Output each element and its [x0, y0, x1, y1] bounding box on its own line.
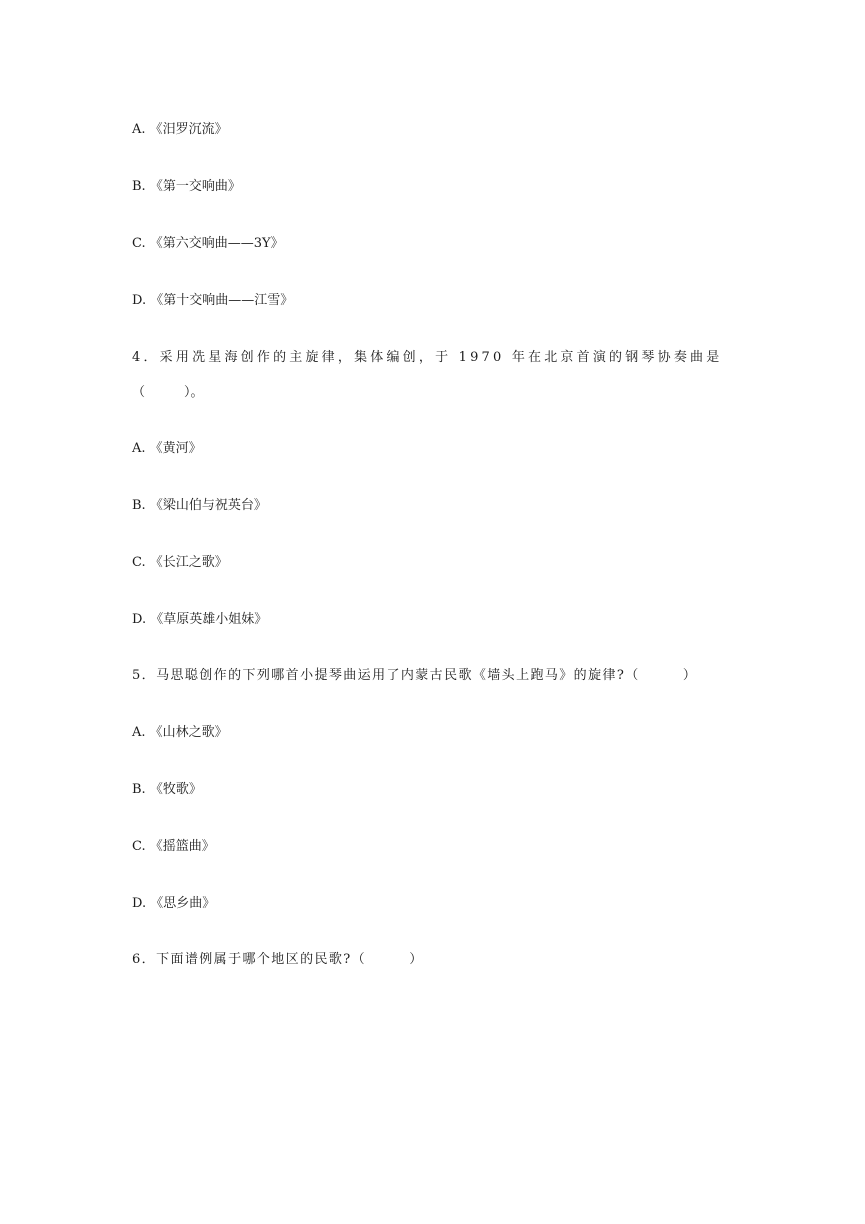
q6-stem: 6．下面谱例属于哪个地区的民歌?（ ）: [132, 952, 424, 967]
q4-option-a: A. 《黄河》: [132, 441, 202, 456]
q4-option-d: D. 《草原英雄小姐妹》: [132, 612, 268, 627]
q4-stem-line2: （ ）。: [132, 385, 204, 400]
q4-option-c: C. 《长江之歌》: [132, 555, 228, 570]
q4-stem-line1: 4．采用冼星海创作的主旋律，集体编创，于 1970 年在北京首演的钢琴协奏曲是: [132, 350, 723, 365]
q5-option-c: C. 《摇篮曲》: [132, 839, 215, 854]
q5-option-d: D. 《思乡曲》: [132, 896, 216, 911]
q5-option-b: B. 《牧歌》: [132, 782, 202, 797]
q5-stem: 5．马思聪创作的下列哪首小提琴曲运用了内蒙古民歌《墙头上跑马》的旋律?（ ）: [132, 668, 698, 683]
q3-option-c: C. 《第六交响曲——3Y》: [132, 236, 284, 251]
q3-option-d: D. 《第十交响曲——江雪》: [132, 293, 294, 308]
q4-option-b: B. 《梁山伯与祝英台》: [132, 498, 267, 513]
q5-option-a: A. 《山林之歌》: [132, 725, 228, 740]
q3-option-a: A. 《汨罗沉流》: [132, 122, 228, 137]
q3-option-b: B. 《第一交响曲》: [132, 179, 241, 194]
